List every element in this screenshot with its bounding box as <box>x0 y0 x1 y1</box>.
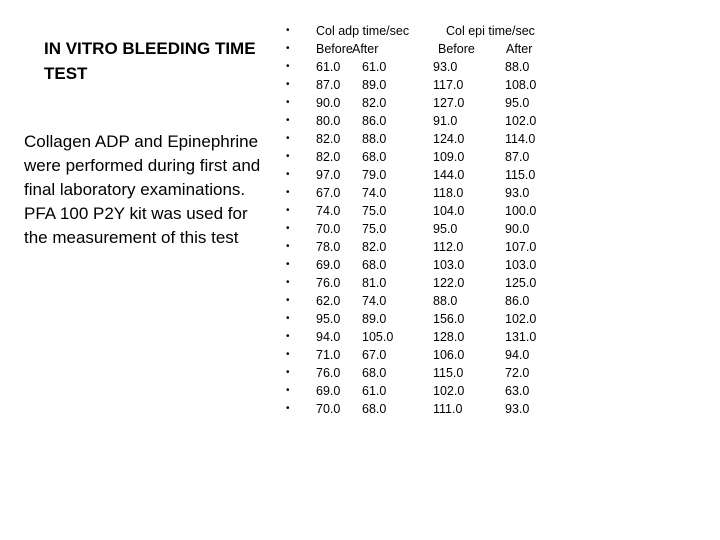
cell-adp-before: 82.0 <box>316 132 341 146</box>
bullet-icon: • <box>286 349 290 360</box>
table-row <box>286 94 586 112</box>
cell-epi-after: 72.0 <box>505 366 530 380</box>
table-row <box>286 328 586 346</box>
cell-adp-after: 88.0 <box>362 132 387 146</box>
table-row <box>286 364 586 382</box>
cell-adp-before: 62.0 <box>316 294 341 308</box>
cell-adp-before: 76.0 <box>316 366 341 380</box>
cell-adp-after: 89.0 <box>362 78 387 92</box>
cell-adp-after: 86.0 <box>362 114 387 128</box>
header-col-adp: Col adp time/sec <box>316 24 410 38</box>
table-row <box>286 274 586 292</box>
cell-adp-after: 82.0 <box>362 96 387 110</box>
cell-adp-before: 69.0 <box>316 384 341 398</box>
cell-adp-before: 80.0 <box>316 114 341 128</box>
table-row <box>286 346 586 364</box>
cell-adp-before: 97.0 <box>316 168 341 182</box>
bullet-icon: • <box>286 385 290 396</box>
cell-epi-before: 128.0 <box>433 330 465 344</box>
cell-epi-before: 156.0 <box>433 312 465 326</box>
bullet-icon: • <box>286 43 290 54</box>
cell-adp-after: 61.0 <box>362 60 387 74</box>
bullet-icon: • <box>286 223 290 234</box>
cell-adp-before: 61.0 <box>316 60 341 74</box>
cell-adp-before: 70.0 <box>316 222 341 236</box>
cell-adp-after: 79.0 <box>362 168 387 182</box>
cell-adp-after: 81.0 <box>362 276 387 290</box>
cell-adp-after: 67.0 <box>362 348 387 362</box>
data-table <box>286 22 586 418</box>
cell-adp-before: 90.0 <box>316 96 341 110</box>
cell-epi-after: 114.0 <box>505 132 536 146</box>
cell-adp-after: 82.0 <box>362 240 387 254</box>
bullet-icon: • <box>286 241 290 252</box>
cell-adp-before: 95.0 <box>316 312 341 326</box>
cell-epi-before: 111.0 <box>433 402 463 416</box>
left-text-panel <box>24 36 274 250</box>
cell-epi-after: 86.0 <box>505 294 530 308</box>
bullet-icon: • <box>286 331 290 342</box>
cell-epi-after: 63.0 <box>505 384 530 398</box>
table-row <box>286 220 586 238</box>
bullet-icon: • <box>286 205 290 216</box>
subheader-after-adp: After <box>352 42 379 56</box>
bullet-icon: • <box>286 25 290 36</box>
cell-adp-after: 74.0 <box>362 186 387 200</box>
cell-epi-after: 100.0 <box>505 204 537 218</box>
table-row <box>286 58 586 76</box>
cell-adp-before: 69.0 <box>316 258 341 272</box>
cell-adp-after: 61.0 <box>362 384 387 398</box>
table-row <box>286 310 586 328</box>
bullet-icon: • <box>286 169 290 180</box>
cell-epi-after: 93.0 <box>505 186 530 200</box>
subheader-after-epi: After <box>506 42 533 56</box>
cell-adp-after: 75.0 <box>362 204 387 218</box>
bullet-icon: • <box>286 61 290 72</box>
cell-adp-after: 68.0 <box>362 402 387 416</box>
cell-epi-before: 103.0 <box>433 258 465 272</box>
cell-adp-before: 94.0 <box>316 330 341 344</box>
subheader-before-adp: Before <box>316 42 353 56</box>
cell-epi-after: 107.0 <box>505 240 537 254</box>
bullet-icon: • <box>286 151 290 162</box>
table-header-row <box>286 22 586 40</box>
table-row <box>286 76 586 94</box>
cell-epi-before: 112.0 <box>433 240 464 254</box>
bullet-icon: • <box>286 133 290 144</box>
cell-adp-before: 74.0 <box>316 204 341 218</box>
bullet-icon: • <box>286 367 290 378</box>
description-text: Collagen ADP and Epinephrine were performed during first and final laboratory examinations. PFA 100 P2Y kit was used for the measurement of this test <box>24 132 261 247</box>
cell-epi-after: 125.0 <box>505 276 537 290</box>
cell-adp-before: 76.0 <box>316 276 341 290</box>
bullet-icon: • <box>286 295 290 306</box>
table-row <box>286 382 586 400</box>
cell-epi-before: 106.0 <box>433 348 465 362</box>
cell-adp-after: 68.0 <box>362 366 387 380</box>
cell-epi-after: 94.0 <box>505 348 530 362</box>
cell-adp-after: 105.0 <box>362 330 394 344</box>
cell-epi-after: 102.0 <box>505 312 537 326</box>
cell-epi-after: 90.0 <box>505 222 530 236</box>
cell-adp-before: 70.0 <box>316 402 341 416</box>
cell-adp-after: 68.0 <box>362 150 387 164</box>
page-title: IN VITRO BLEEDING TIME TEST <box>44 39 256 83</box>
table-row <box>286 166 586 184</box>
cell-adp-before: 87.0 <box>316 78 341 92</box>
cell-epi-before: 124.0 <box>433 132 465 146</box>
cell-epi-before: 144.0 <box>433 168 465 182</box>
table-row <box>286 238 586 256</box>
cell-adp-after: 68.0 <box>362 258 387 272</box>
cell-epi-before: 91.0 <box>433 114 458 128</box>
header-col-epi: Col epi time/sec <box>446 24 535 38</box>
cell-adp-after: 89.0 <box>362 312 387 326</box>
table-row <box>286 202 586 220</box>
cell-epi-before: 122.0 <box>433 276 465 290</box>
bullet-icon: • <box>286 115 290 126</box>
table-row <box>286 130 586 148</box>
cell-epi-after: 103.0 <box>505 258 537 272</box>
cell-epi-before: 127.0 <box>433 96 465 110</box>
bullet-icon: • <box>286 313 290 324</box>
bullet-icon: • <box>286 97 290 108</box>
cell-epi-after: 93.0 <box>505 402 530 416</box>
cell-adp-before: 67.0 <box>316 186 341 200</box>
cell-epi-after: 115.0 <box>505 168 536 182</box>
cell-epi-after: 95.0 <box>505 96 530 110</box>
cell-adp-before: 82.0 <box>316 150 341 164</box>
cell-epi-before: 95.0 <box>433 222 458 236</box>
bullet-icon: • <box>286 79 290 90</box>
table-body <box>286 58 586 418</box>
cell-epi-after: 108.0 <box>505 78 537 92</box>
cell-adp-after: 75.0 <box>362 222 387 236</box>
cell-epi-before: 102.0 <box>433 384 465 398</box>
cell-epi-after: 88.0 <box>505 60 530 74</box>
cell-epi-after: 87.0 <box>505 150 530 164</box>
table-subheader-row <box>286 40 586 58</box>
table-row <box>286 184 586 202</box>
cell-epi-after: 131.0 <box>505 330 537 344</box>
cell-epi-before: 93.0 <box>433 60 458 74</box>
cell-epi-before: 117.0 <box>433 78 464 92</box>
bullet-icon: • <box>286 259 290 270</box>
table-row <box>286 112 586 130</box>
cell-adp-before: 78.0 <box>316 240 341 254</box>
bullet-icon: • <box>286 277 290 288</box>
subheader-before-epi: Before <box>438 42 475 56</box>
cell-epi-before: 115.0 <box>433 366 464 380</box>
cell-epi-before: 104.0 <box>433 204 465 218</box>
cell-epi-before: 109.0 <box>433 150 465 164</box>
bullet-icon: • <box>286 187 290 198</box>
table-row <box>286 256 586 274</box>
cell-epi-before: 88.0 <box>433 294 458 308</box>
table-row <box>286 292 586 310</box>
bullet-icon: • <box>286 403 290 414</box>
cell-adp-after: 74.0 <box>362 294 387 308</box>
table-row <box>286 148 586 166</box>
table-row <box>286 400 586 418</box>
cell-adp-before: 71.0 <box>316 348 341 362</box>
cell-epi-before: 118.0 <box>433 186 464 200</box>
cell-epi-after: 102.0 <box>505 114 537 128</box>
